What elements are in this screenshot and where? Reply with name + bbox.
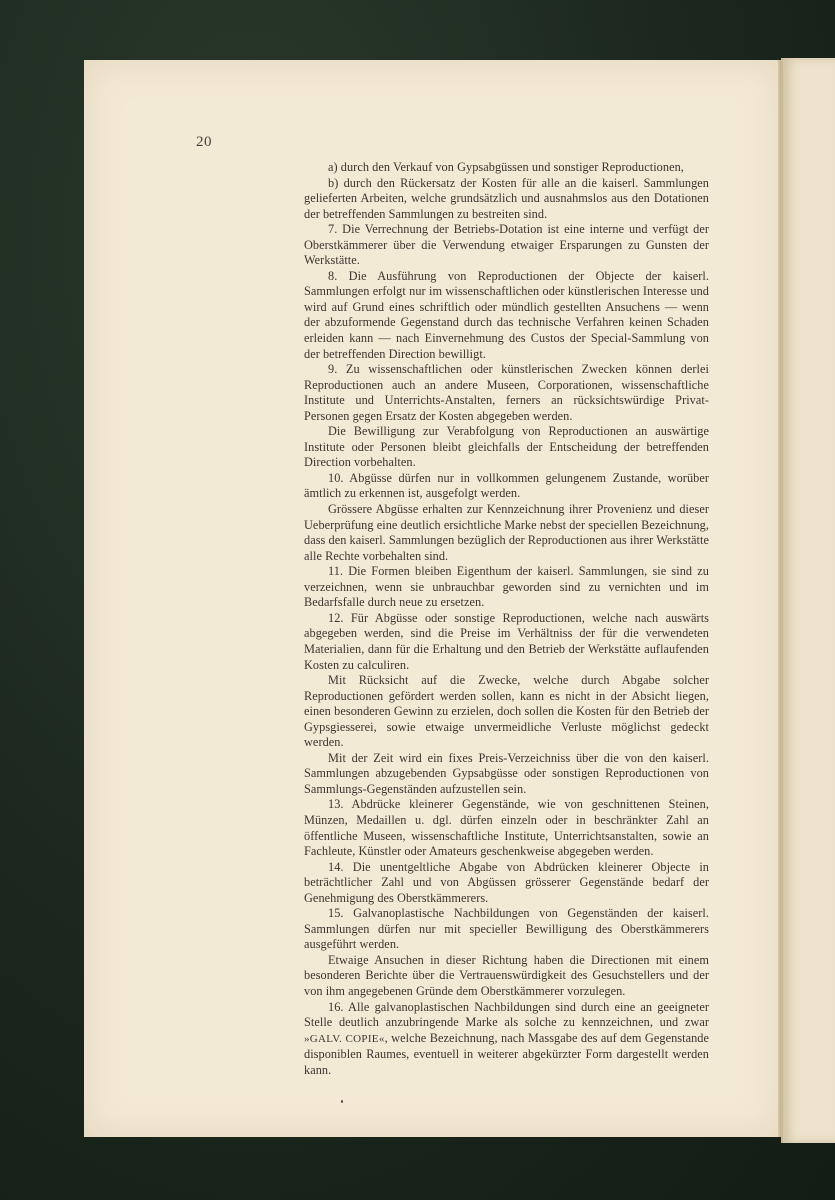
body-text <box>304 160 709 1078</box>
paragraph: 14. Die unentgeltliche Abgabe von Abdrücken kleinerer Objecte in beträchtlicher Zahl und von Abgüssen grösserer Gegenstände bedarf der Genehmigung des Oberstkämmerers. <box>304 859 709 905</box>
paragraph: 7. Die Verrechnung der Betriebs-Dotation ist eine interne und verfügt der Oberstkämmerer über die Verwendung etwaiger Ersparungen zu Gunsten der Werkstätte. <box>304 222 709 268</box>
paragraph: 9. Zu wissenschaftlichen oder künstlerischen Zwecken können derlei Reproductionen auch an andere Museen, Corporationen, wissenschaftliche Institute und Unterrichts-Anstalten, ferners an rücksichtswürdige Privat-Personen gegen Ersatz der Kosten abgegeben werden. <box>304 362 709 423</box>
galv-copie-mark: »GALV. COPIE« <box>304 1032 385 1045</box>
paragraph: 15. Galvanoplastische Nachbildungen von Gegenständen der kaiserl. Sammlungen dürfen nur mit specieller Bewilligung des Oberstkämmerers ausgeführt werden. <box>304 906 709 952</box>
paragraph: 10. Abgüsse dürfen nur in vollkommen gelungenem Zustande, worüber ämtlich zu erkennen ist, ausgefolgt werden. <box>304 470 709 501</box>
paragraph: 11. Die Formen bleiben Eigenthum der kaiserl. Sammlungen, sie sind zu verzeichnen, wenn sie unbrauchbar geworden sind zu vernichten und im Bedarfsfalle durch neue zu ersetzen. <box>304 564 709 610</box>
paragraph: Etwaige Ansuchen in dieser Richtung haben die Directionen mit einem besonderen Berichte über die Vertrauenswürdigkeit des Gesuchstellers und der von ihm angegebenen Gründe dem Oberstkämmerer vorzulegen. <box>304 952 709 998</box>
paragraph: 13. Abdrücke kleinerer Gegenstände, wie von geschnittenen Steinen, Münzen, Medaillen u. dgl. dürfen einzeln oder in beschränkter Zahl an öffentliche Museen, wissenschaftliche Institute, Unterrichtsanstalten, sowie an Fachleute, Künstler oder Amateurs geschenkweise abgegeben werden. <box>304 797 709 859</box>
paragraph: 12. Für Abgüsse oder sonstige Reproductionen, welche nach auswärts abgegeben werden, sind die Preise im Verhältniss der für die verwendeten Materialien, dann für die Erhaltung und den Betrieb der Werkstätte auflaufenden Kosten zu calculiren. <box>304 610 709 672</box>
paper-speck <box>341 1100 343 1103</box>
paragraph-text: , welche Bezeichnung, nach Massgabe des auf dem Gegenstande disponiblen Raumes, eventuell in weiterer abgekürzter Form dargestellt werden kann. <box>304 1030 709 1077</box>
paragraph: 8. Die Ausführung von Reproductionen der Objecte der kaiserl. Sammlungen erfolgt nur im wissenschaftlichen oder künstlerischen Interesse und wird auf Grund eines schriftlich oder mündlich gestellten Ansuchens — wenn der abzuformende Gegenstand durch das technische Verfahren keinen Schaden erleiden kann — nach Einvernehmung des Custos der Special-Sammlung von der betreffenden Direction bewilligt. <box>304 268 709 361</box>
page-number: 20 <box>196 134 212 150</box>
paragraph-last <box>304 1000 709 1079</box>
paragraph: Die Bewilligung zur Verabfolgung von Reproductionen an auswärtige Institute oder Personen bleibt gleichfalls der Entscheidung der betreffenden Direction vorbehalten. <box>304 424 709 470</box>
paragraph: Mit der Zeit wird ein fixes Preis-Verzeichniss über die von den kaiserl. Sammlungen abzugebenden Gypsabgüsse oder sonstigen Reproductionen von Sammlungs-Gegenständen aufzustellen sein. <box>304 750 709 796</box>
paragraph: a) durch den Verkauf von Gypsabgüssen und sonstiger Reproductionen, <box>328 160 684 174</box>
paragraph: Mit Rücksicht auf die Zwecke, welche durch Abgabe solcher Reproductionen gefördert werden sollen, kann es nicht in der Absicht liegen, einen besonderen Gewinn zu erzielen, doch sollen die Kosten für den Betrieb der Gypsgiesserei, sowie etwaige unvermeidliche Verluste möglichst gedeckt werden. <box>304 673 709 750</box>
facing-page-edge <box>781 58 835 1143</box>
paragraph: Grössere Abgüsse erhalten zur Kennzeichnung ihrer Provenienz und dieser Ueberprüfung eine deutlich ersichtliche Marke nebst der speciellen Bezeichnung, dass den kaiserl. Sammlungen bezüglich der Reproductionen aus ihrer Werkstätte alle Rechte vorbehalten sind. <box>304 502 709 563</box>
paragraph: b) durch den Rückersatz der Kosten für alle an die kaiserl. Sammlungen gelieferten Arbeiten, welche grundsätzlich und ausnahmslos aus den Dotationen der betreffenden Sammlungen zu bestreiten sind. <box>304 175 709 221</box>
paragraph-text: 16. Alle galvanoplastischen Nachbildungen sind durch eine an geeigneter Stelle deutlich anzubringende Marke als solche zu kennzeichnen, und zwar <box>304 999 709 1030</box>
